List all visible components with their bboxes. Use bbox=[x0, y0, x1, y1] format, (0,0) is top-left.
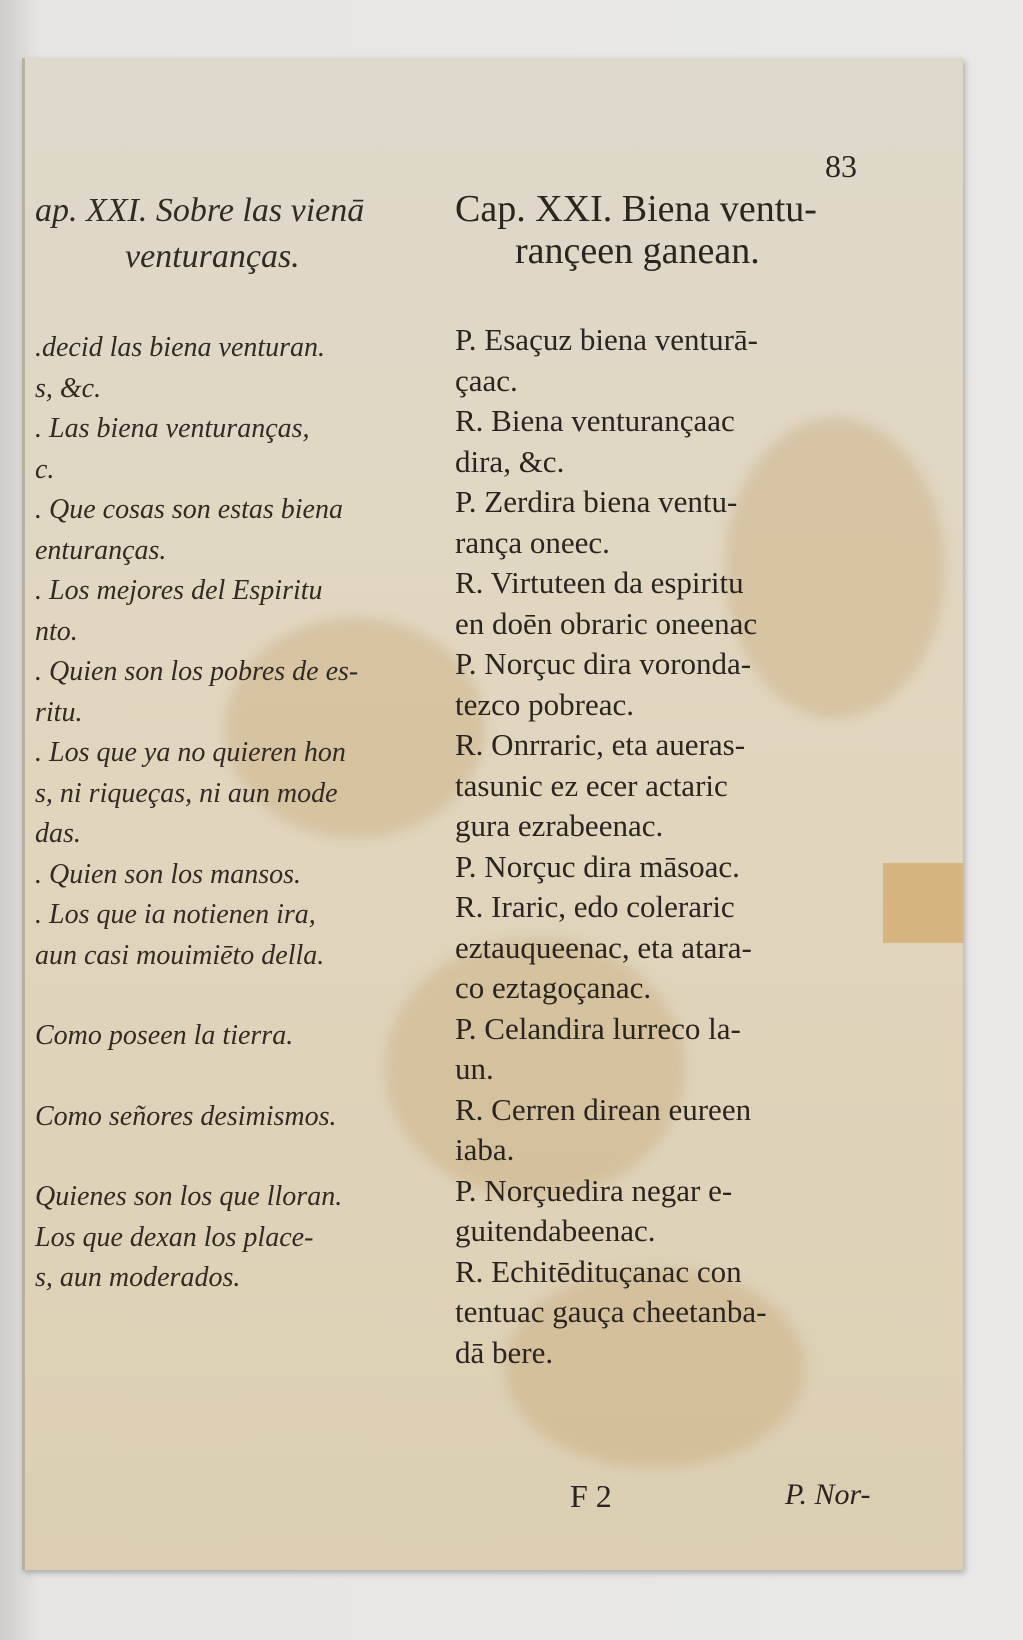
basque-entry: R. Iraric, edo coleraric eztauqueenac, eta atara- co eztagoçanac. bbox=[455, 889, 752, 1005]
spanish-entry: Quienes son los que lloran. Los que dexan los place- s, aun moderados. bbox=[35, 1181, 343, 1293]
spanish-entry: . Los que ya no quieren hon s, ni riqueças, ni aun mode das. bbox=[35, 737, 346, 849]
spanish-heading-line2: venturanças. bbox=[125, 238, 300, 275]
basque-entry: R. Echitēdituçanac con tentuac gauça cheetanba- dā bere. bbox=[455, 1253, 767, 1370]
basque-entry: P. Norçuc dira māsoac. bbox=[455, 848, 740, 884]
basque-entry: R. Biena venturançaac dira, &c. bbox=[455, 403, 735, 479]
spanish-entry: Como poseen la tierra. bbox=[35, 1020, 294, 1051]
spanish-chapter-heading bbox=[35, 188, 455, 280]
basque-entry: P. Norçuc dira voronda- tezco pobreac. bbox=[455, 646, 752, 722]
basque-heading-line2: rançeen ganean. bbox=[515, 230, 760, 272]
basque-entry: R. Cerren direan eureen iaba. bbox=[455, 1091, 752, 1167]
basque-entry: P. Norçuedira negar e- guitendabeenac. bbox=[455, 1172, 733, 1248]
spanish-entry: Como señores desimismos. bbox=[35, 1100, 337, 1132]
spanish-entry: . Quien son los mansos. bbox=[35, 858, 302, 890]
spanish-heading-line1: ap. XXI. Sobre las vienā bbox=[35, 192, 365, 229]
basque-entry: P. Zerdira biena ventu- rança oneec. bbox=[455, 484, 738, 560]
spanish-entry: . Los que ia notienen ira, aun casi mouimiēto della. bbox=[35, 899, 325, 971]
spanish-entry: . Que cosas son estas biena enturanças. bbox=[35, 494, 343, 566]
spanish-entry: . Las biena venturanças, c. bbox=[35, 413, 310, 485]
spanish-column bbox=[35, 188, 455, 1299]
basque-heading-line1: Cap. XXI. Biena ventu- bbox=[455, 188, 817, 230]
basque-column bbox=[455, 188, 925, 1373]
basque-entry: P. Celandira lurreco la- un. bbox=[455, 1010, 741, 1086]
spanish-entry: .decid las biena venturan. s, &c. bbox=[35, 332, 326, 404]
basque-entry: P. Esaçuz biena venturā- çaac. bbox=[455, 322, 758, 398]
signature-mark: F 2 bbox=[570, 1478, 612, 1514]
basque-entry: R. Virtuteen da espiritu en doēn obraric oneenac bbox=[455, 565, 758, 641]
catchword: P. Nor- bbox=[785, 1478, 871, 1511]
spanish-entry: . Quien son los pobres de es- ritu. bbox=[35, 656, 359, 728]
spanish-entry: . Los mejores del Espiritu nto. bbox=[35, 575, 323, 647]
basque-entry: R. Onrraric, eta aueras- tasunic ez ecer actaric gura ezrabeenac. bbox=[455, 727, 746, 843]
book-page bbox=[22, 58, 963, 1570]
basque-chapter-heading bbox=[455, 188, 925, 272]
page-number: 83 bbox=[825, 148, 857, 184]
